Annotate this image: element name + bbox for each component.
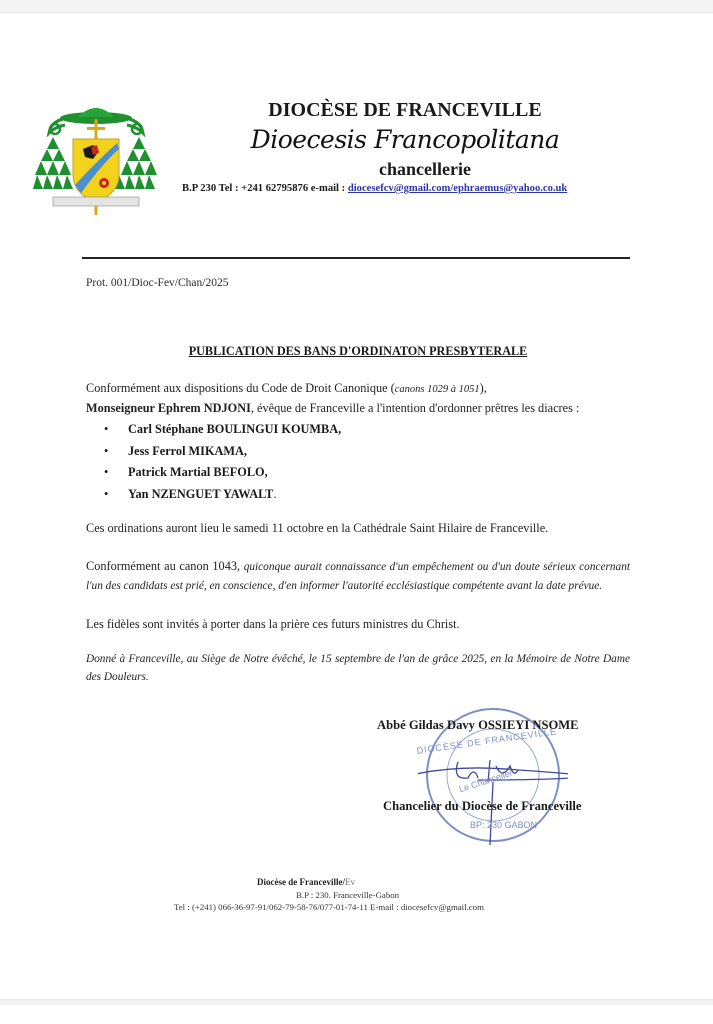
candidate-name: Yan NZENGUET YAWALT [128, 486, 274, 501]
signatory-name: Abbé Gildas Davy OSSIEYI NSOME [377, 718, 579, 732]
chancellery-subtitle: chancellerie [379, 159, 471, 179]
latin-title: Dioecesis Francopolitana [250, 125, 560, 154]
bullet: • [104, 486, 109, 501]
candidate-list [104, 419, 630, 505]
candidate-item [104, 484, 630, 506]
intro-text-a: Conformément aux dispositions du Code de Droit Canonique ( [86, 381, 395, 395]
candidate-name: Patrick Martial BEFOLO [128, 465, 265, 479]
footer-diocese: Diocèse de Franceville/ [257, 877, 345, 887]
document-page [0, 97, 713, 979]
bishop-name: Monseigneur Ephrem NDJONI [86, 401, 251, 415]
stamp-bottom-text: BP: 230 GABON [470, 820, 538, 830]
candidate-name: Jess Ferrol MIKAMA [128, 443, 244, 458]
signatory-title: Chancelier du Diocèse de Franceville [383, 799, 582, 813]
protocol-number: Prot. 001/Dioc-Fev/Chan/2025 [86, 277, 229, 289]
candidate-name: Carl Stéphane BOULINGUI KOUMBA [128, 422, 339, 436]
top-band [0, 0, 713, 13]
bullet: • [104, 443, 109, 458]
header-contact [182, 181, 640, 197]
canon-reference: canons 1029 à 1051 [394, 384, 480, 395]
paragraph-canon-1043 [86, 557, 630, 595]
bottom-band [0, 999, 713, 1005]
paragraph-ordination-date: Ces ordinations auront lieu le samedi 11 octobre en la Cathédrale Saint Hilaire de Franceville. [86, 521, 549, 535]
galero-crown [78, 108, 114, 117]
candidate-punct: , [243, 443, 247, 458]
coat-of-arms-emblem [33, 97, 159, 217]
stamp-center-text: Le Chancelier [457, 767, 514, 795]
candidate-item [104, 419, 630, 441]
candidate-item [104, 441, 630, 463]
stamp-ring-text: DIOCÈSE DE FRANCEVILLE [415, 726, 558, 756]
motto-scroll [53, 197, 139, 206]
candidate-punct: , [264, 465, 268, 479]
page-bottom-margin [86, 913, 630, 979]
signature-block [86, 716, 630, 866]
left-tassels [33, 137, 73, 189]
candidate-punct: , [338, 422, 342, 436]
canon-text: Conformément au canon 1043, [86, 559, 244, 573]
bullet: • [104, 465, 109, 479]
footer-line-1 [257, 876, 630, 889]
footer-line-3: Tel : (+241) 066-36-97-91/062-79-58-76/077-01-74-11 E-mail : diocesefcv@gmail.com [174, 902, 484, 912]
contact-email-link[interactable]: diocesefcv@gmail.com/ephraemus@yahoo.co.uk [347, 183, 568, 194]
impediment-notice: quiconque aurait connaissance d'un empêchement ou d'un doute sérieux concernant l'un des candidats est prié, en conscience, d'en informer l'autorité ecclésiastique compétente avant la date prévue. [86, 561, 630, 592]
letterhead [86, 97, 630, 227]
intro-text-b: ), [479, 381, 487, 395]
page-footer [86, 876, 630, 913]
contact-prefix: B.P 230 Tel : +241 62795876 e-mail : [182, 183, 348, 194]
bullet: • [104, 422, 109, 436]
document-title: PUBLICATION DES BANS D'ORDINATON PRESBYTERALE [188, 344, 528, 358]
candidate-punct: . [273, 486, 277, 501]
candidate-item [104, 462, 630, 484]
paragraph-intro [86, 379, 630, 417]
header-divider [82, 257, 630, 259]
letterhead-text [170, 97, 640, 197]
intro-text-c: , évêque de Franceville a l'intention d'ordonner prêtres les diacres : [250, 401, 580, 415]
diocese-title: DIOCÈSE DE FRANCEVILLE [268, 99, 542, 121]
right-tassels [115, 137, 157, 189]
footer-truncated: Ev [344, 877, 355, 887]
footer-line-2: B.P : 230. Franceville-Gabon [296, 890, 400, 900]
paragraph-given-at: Donné à Franceville, au Siège de Notre évêché, le 15 septembre de l'an de grâce 2025, en la Mémoire de Notre Dame des Douleurs. [86, 653, 630, 683]
paragraph-prayer: Les fidèles sont invités à porter dans la prière ces futurs ministres du Christ. [86, 617, 460, 631]
